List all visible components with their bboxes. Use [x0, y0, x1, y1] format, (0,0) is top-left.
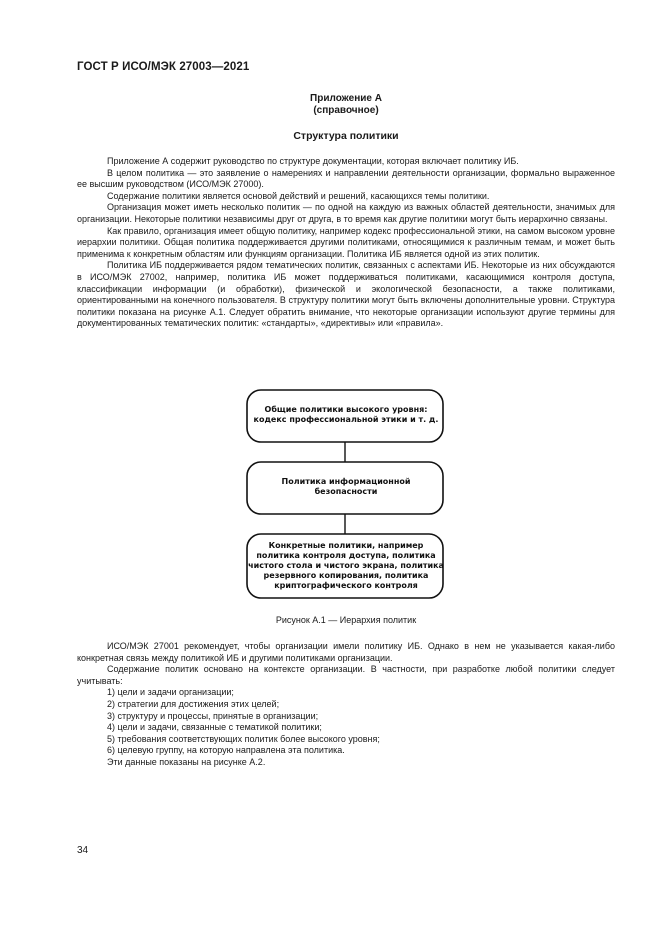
paragraph: Содержание политик основано на контексте организации. В частности, при разработке любой политики следует учитывать: [77, 664, 615, 686]
paragraph: Политика ИБ поддерживается рядом тематических политик, связанных с аспектами ИБ. Некоторые из них обсуждаются в ИСО/МЭК 27002, например, политика ИБ может поддерживаться политиками, касающимися контроля доступа, классификации информации (и обработки), физической и экологической безопасности, а также политиками, ориентированными на конечного пользователя. В структуру политики могут быть включены дополнительные уровни. Структура политики показана на рисунке А.1. Следует обратить внимание, что некоторые организации используют другие термины для документированных тематических политик: «стандарты», «директивы» или «правила». [77, 260, 615, 329]
requirements-list [77, 687, 615, 757]
paragraph: Содержание политики является основой действий и решений, касающихся темы политики. [107, 190, 490, 201]
box-line: кодекс профессиональной этики и т. д. [253, 415, 439, 424]
diagram-box-middle-text [248, 477, 444, 497]
paragraph: В целом политика — это заявление о намерениях и направлении деятельности организации, формально выраженное ее высшим руководством (ИСО/МЭК 27000). [77, 167, 615, 190]
appendix-subtitle: (справочное) [313, 105, 379, 116]
box-line: Общие политики высокого уровня: [264, 405, 428, 414]
list-item: 4) цели и задачи, связанные с тематикой политики; [107, 722, 322, 733]
paragraph: ИСО/МЭК 27001 рекомендует, чтобы организации имели политику ИБ. Однако в нем не указывается какая-либо конкретная связь между политикой ИБ и другими политиками организации. [77, 641, 615, 663]
page-number: 34 [77, 845, 89, 856]
box-line: безопасности [314, 487, 378, 496]
box-line: Конкретные политики, например [268, 541, 424, 550]
box-line: Политика информационной [281, 477, 411, 486]
list-item: 5) требования соответствующих политик более высокого уровня; [107, 733, 380, 744]
figure-caption: Рисунок А.1 — Иерархия политик [275, 615, 417, 625]
list-item: 1) цели и задачи организации; [107, 687, 234, 698]
box-line: чистого стола и чистого экрана, политика [248, 561, 444, 570]
closing-line: Эти данные показаны на рисунке А.2. [107, 756, 266, 767]
diagram-box-top-text [248, 405, 444, 425]
list-item: 6) целевую группу, на которую направлена эта политика. [107, 745, 345, 756]
paragraph: Организация может иметь несколько политик — по одной на каждую из важных областей деятельности, значимых для организации. Некоторые политики независимы друг от друга, в то время как другие политики могут быть иерархично связаны. [77, 202, 615, 224]
list-item: 3) структуру и процессы, принятые в организации; [107, 710, 319, 721]
box-line: резервного копирования, политика [263, 571, 429, 580]
paragraph: Как правило, организация имеет общую политику, например кодекс профессиональной этики, на самом высоком уровне иерархии политики. Общая политика поддерживается другими политиками, относящимися к различным темам, и может быть применима к конкретным областям или функциям организации. Политика ИБ является одной из этих политик. [77, 225, 615, 259]
appendix-heading [77, 93, 615, 117]
list-item: 2) стратегии для достижения этих целей; [107, 698, 280, 709]
intro-text [77, 156, 615, 330]
after-text [77, 641, 615, 769]
appendix-title: Приложение А [310, 93, 382, 104]
diagram-box-bottom-text [248, 541, 444, 591]
section-title: Структура политики [293, 130, 399, 142]
box-line: политика контроля доступа, политика [256, 551, 436, 560]
box-line: криптографического контроля [274, 581, 418, 590]
paragraph: Приложение А содержит руководство по структуре документации, которая включает политику ИБ. [107, 156, 519, 166]
document-header: ГОСТ Р ИСО/МЭК 27003—2021 [77, 61, 250, 73]
